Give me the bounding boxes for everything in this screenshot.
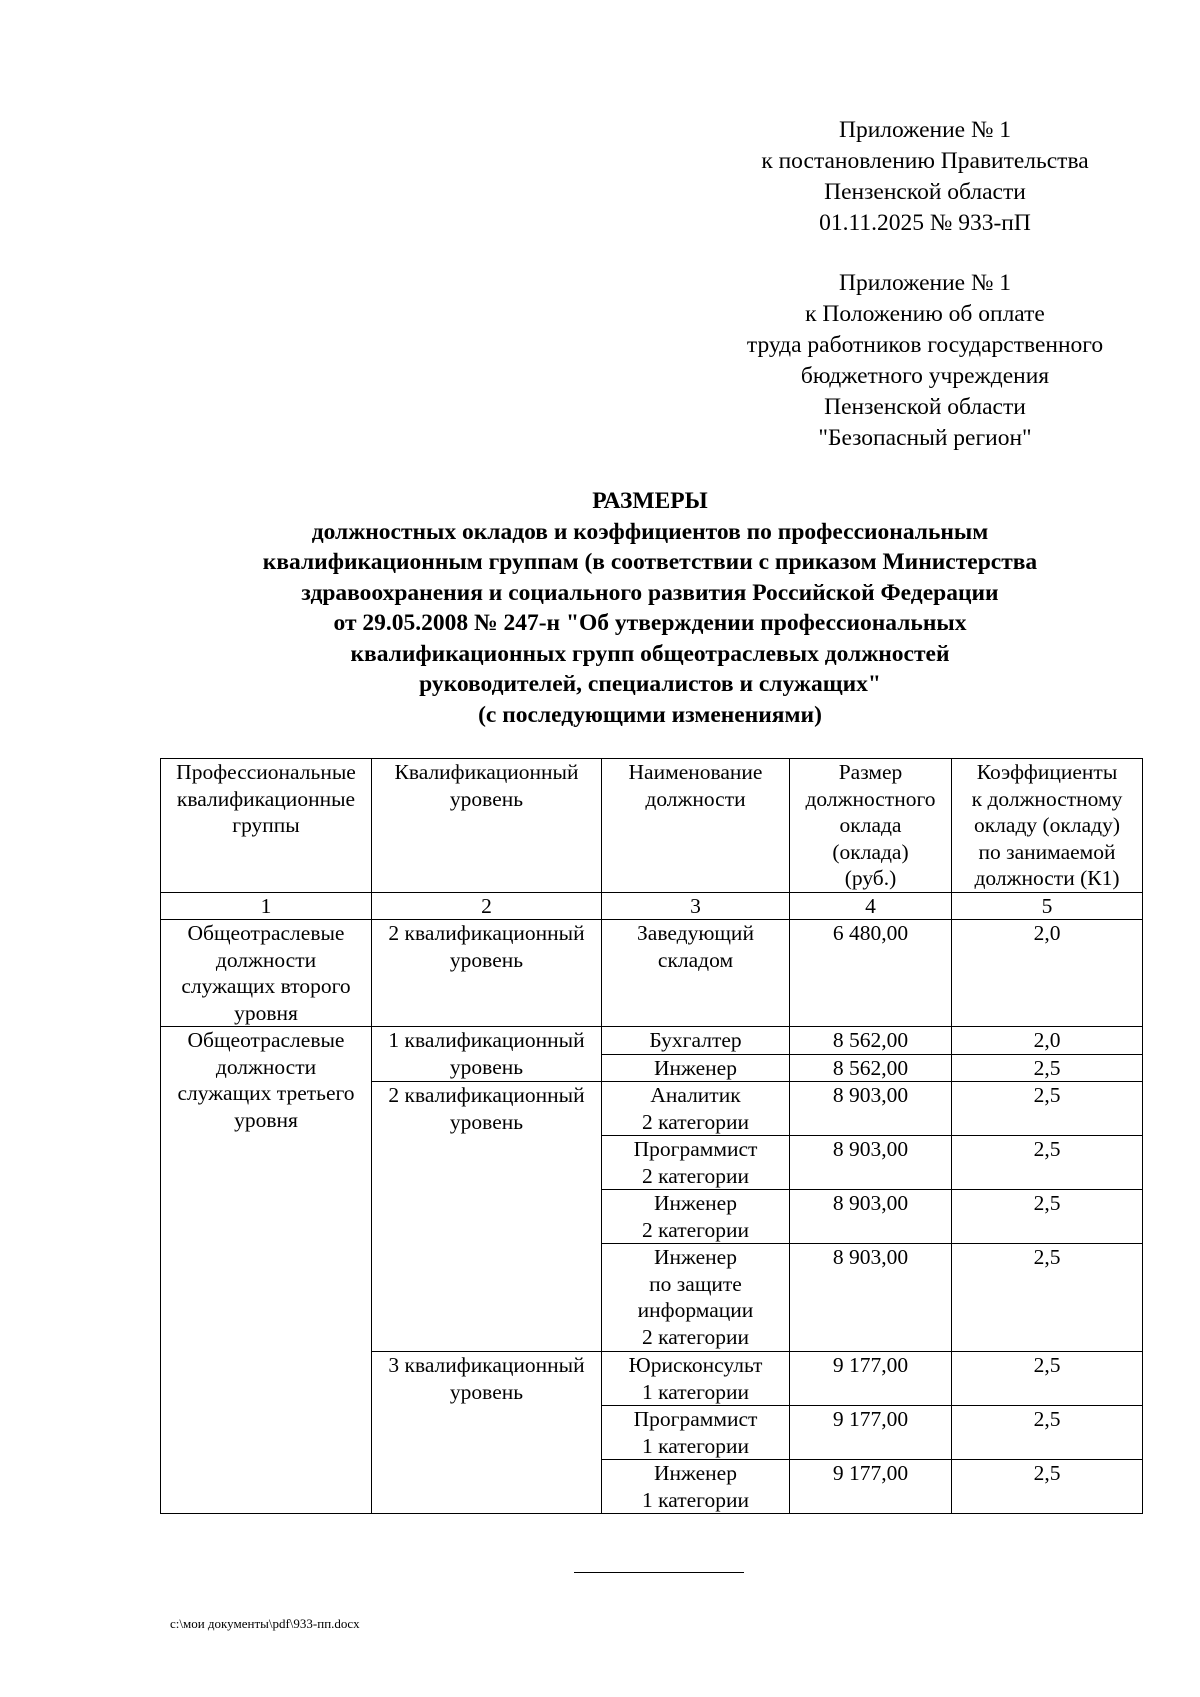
salary-cell: 9 177,00 (790, 1352, 952, 1406)
document-subtitle-line: должностных окладов и коэффициентов по профессиональным (311, 518, 989, 545)
end-divider-line (574, 1572, 744, 1573)
header-cell-coefficient: Коэффициенты к должностному окладу (окладу) по занимаемой должности (К1) (952, 759, 1143, 893)
column-number: 1 (161, 892, 372, 920)
column-number: 2 (372, 892, 602, 920)
coefficient-cell: 2,5 (952, 1244, 1143, 1352)
level-cell: 2 квалификационный уровень (372, 920, 602, 1027)
appendix-2-line: к Положению об оплате (805, 301, 1045, 327)
document-subtitle-line: квалификационным группам (в соответствии с приказом Министерства (262, 549, 1038, 575)
appendix-1-line: Пензенской области (824, 179, 1026, 205)
table-row (161, 920, 1143, 1027)
salary-table (160, 758, 1143, 1514)
salary-cell: 8 562,00 (790, 1027, 952, 1055)
position-cell: Заведующий складом (602, 920, 790, 1027)
appendix-2-line: Приложение № 1 (838, 270, 1012, 296)
coefficient-cell: 2,5 (952, 1190, 1143, 1244)
column-number: 3 (602, 892, 790, 920)
position-cell: Бухгалтер (602, 1027, 790, 1055)
salary-cell: 8 903,00 (790, 1244, 952, 1352)
salary-cell: 6 480,00 (790, 920, 952, 1027)
coefficient-cell: 2,5 (952, 1082, 1143, 1136)
appendix-1-line: Приложение № 1 (838, 117, 1012, 143)
header-cell-position: Наименование должности (602, 759, 790, 893)
appendix-2-line: Пензенской области (824, 394, 1026, 420)
group-cell: Общеотраслевые должности служащих третьего уровня (161, 1027, 372, 1514)
coefficient-cell: 2,5 (952, 1136, 1143, 1190)
position-cell: Программист 1 категории (602, 1406, 790, 1460)
appendix-1-line: к постановлению Правительства (761, 148, 1089, 174)
document-subtitle-line: руководителей, специалистов и служащих" (419, 671, 881, 697)
coefficient-cell: 2,5 (952, 1406, 1143, 1460)
table-row (161, 1027, 1143, 1055)
position-cell: Юрисконсульт 1 категории (602, 1352, 790, 1406)
header-cell-salary: Размер должностного оклада (оклада) (руб.) (790, 759, 952, 893)
position-cell: Инженер по защите информации 2 категории (602, 1244, 790, 1352)
level-cell: 1 квалификационный уровень (372, 1027, 602, 1082)
salary-cell: 8 562,00 (790, 1054, 952, 1082)
header-cell-groups: Профессиональные квалификационные группы (161, 759, 372, 893)
level-cell: 3 квалификационный уровень (372, 1352, 602, 1514)
column-number: 5 (952, 892, 1143, 920)
appendix-1-date-number: 01.11.2025 № 933-пП (819, 210, 1031, 236)
salary-cell: 8 903,00 (790, 1190, 952, 1244)
appendix-2-block (690, 268, 1160, 454)
position-cell: Аналитик 2 категории (602, 1082, 790, 1136)
document-title: РАЗМЕРЫ (592, 488, 708, 514)
appendix-2-line: труда работников государственного (746, 332, 1104, 358)
salary-cell: 8 903,00 (790, 1136, 952, 1190)
coefficient-cell: 2,5 (952, 1352, 1143, 1406)
salary-cell: 8 903,00 (790, 1082, 952, 1136)
footer-file-path: c:\мои документы\pdf\933-пп.docx (170, 1616, 360, 1631)
column-number: 4 (790, 892, 952, 920)
coefficient-cell: 2,0 (952, 1027, 1143, 1055)
document-subtitle-line: (с последующими изменениями) (478, 701, 822, 728)
table-header-row (161, 759, 1143, 893)
coefficient-cell: 2,0 (952, 920, 1143, 1027)
appendix-2-line: бюджетного учреждения (800, 363, 1050, 389)
coefficient-cell: 2,5 (952, 1460, 1143, 1514)
table-column-numbers-row (161, 892, 1143, 920)
position-cell: Программист 2 категории (602, 1136, 790, 1190)
appendix-1-block (690, 115, 1160, 239)
salary-cell: 9 177,00 (790, 1406, 952, 1460)
document-subtitle-line: от 29.05.2008 № 247-н "Об утверждении профессиональных (333, 610, 967, 636)
header-cell-level: Квалификационный уровень (372, 759, 602, 893)
position-cell: Инженер 2 категории (602, 1190, 790, 1244)
group-cell: Общеотраслевые должности служащих второго уровня (161, 920, 372, 1027)
coefficient-cell: 2,5 (952, 1054, 1143, 1082)
document-subtitle-line: здравоохранения и социального развития Российской Федерации (301, 579, 999, 606)
document-heading (160, 486, 1140, 730)
salary-cell: 9 177,00 (790, 1460, 952, 1514)
document-subtitle-line: квалификационных групп общеотраслевых должностей (350, 640, 950, 667)
appendix-2-line: "Безопасный регион" (818, 425, 1032, 451)
level-cell: 2 квалификационный уровень (372, 1082, 602, 1352)
position-cell: Инженер 1 категории (602, 1460, 790, 1514)
position-cell: Инженер (602, 1054, 790, 1082)
